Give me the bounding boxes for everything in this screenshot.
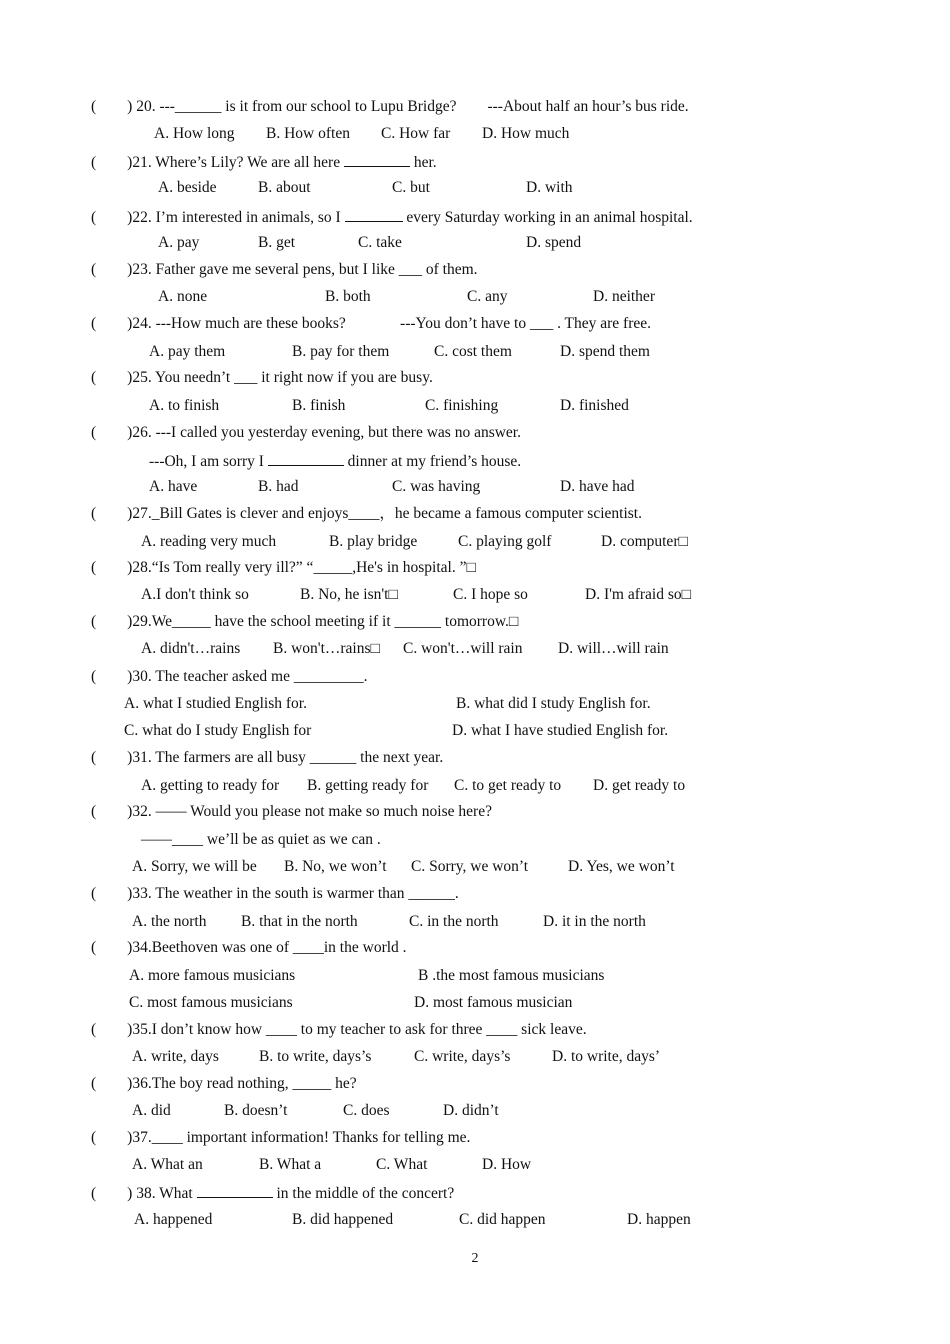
q31-option-d: D. get ready to [593,777,686,794]
q23-option-a: A. none [158,288,208,305]
q37-option-c: C. What [376,1156,428,1173]
q28-stem: ( )28.“Is Tom really very ill?” “_____,He's in hospital. ”□ [91,559,476,576]
q26-blank [268,451,344,466]
q21-option-d: D. with [526,179,573,196]
q29-option-c: C. won't…will rain [403,640,523,657]
q38-blank [197,1183,273,1198]
q20-stem: ( ) 20. ---______ is it from our school to Lupu Bridge? ---About half an hour’s bus ride. [91,98,689,115]
q25-option-d: D. finished [560,397,629,414]
q21-stem-pre: ( )21. Where’s Lily? We are all here [91,154,344,171]
q27-option-c: C. playing golf [458,533,552,550]
q34-option-d: D. most famous musician [414,994,573,1011]
q25-stem: ( )25. You needn’t ___ it right now if you are busy. [91,369,433,386]
q22-option-c: C. take [358,234,402,251]
q31-option-c: C. to get ready to [454,777,562,794]
q28-option-b: B. No, he isn't□ [300,586,398,603]
q20-option-b: B. How often [266,125,350,142]
q26-response [149,451,521,469]
q37-option-a: A. What an [132,1156,203,1173]
q36-option-c: C. does [343,1102,390,1119]
q38-stem-pre: ( ) 38. What [91,1185,197,1202]
q35-stem: ( )35.I don’t know how ____ to my teacher to ask for three ____ sick leave. [91,1021,587,1038]
q21-option-c: C. but [392,179,430,196]
q37-option-b: B. What a [259,1156,322,1173]
q22-option-d: D. spend [526,234,582,251]
q27-stem: ( )27._Bill Gates is clever and enjoys____，he became a famous computer scientist. [91,505,642,522]
q29-stem: ( )29.We_____ have the school meeting if it ______ tomorrow.□ [91,613,519,630]
q30-option-c: C. what do I study English for [124,722,312,739]
q25-option-b: B. finish [292,397,346,414]
q20-option-a: A. How long [154,125,235,142]
q29-option-a: A. didn't…rains [141,640,241,657]
q22-stem-pre: ( )22. I’m interested in animals, so I [91,209,345,226]
q24-stem: ( )24. ---How much are these books? ---You don’t have to ___ . They are free. [91,315,652,332]
q27-option-d: D. computer□ [601,533,688,550]
q38-option-d: D. happen [627,1211,691,1228]
q34-option-b: B .the most famous musicians [418,967,605,984]
q28-option-a: A.I don't think so [141,586,249,603]
q38-stem-post: in the middle of the concert? [272,1185,455,1202]
q34-option-c: C. most famous musicians [129,994,293,1011]
q36-option-b: B. doesn’t [224,1102,288,1119]
q35-option-b: B. to write, days’s [259,1048,372,1065]
q30-option-d: D. what I have studied English for. [452,722,669,739]
q26-option-a: A. have [149,478,198,495]
q23-option-b: B. both [325,288,371,305]
q33-option-c: C. in the north [409,913,499,930]
q23-option-d: D. neither [593,288,655,305]
q29-option-b: B. won't…rains□ [273,640,380,657]
q21-option-a: A. beside [158,179,217,196]
q22-option-a: A. pay [158,234,200,251]
q36-stem: ( )36.The boy read nothing, _____ he? [91,1075,357,1092]
q22-stem [91,207,693,225]
q25-option-a: A. to finish [149,397,220,414]
q26-option-b: B. had [258,478,299,495]
q31-option-a: A. getting to ready for [141,777,280,794]
q35-option-c: C. write, days’s [414,1048,511,1065]
q21-blank [344,152,410,167]
q30-option-a: A. what I studied English for. [124,695,307,712]
q20-option-d: D. How much [482,125,570,142]
q32-stem: ( )32. —— Would you please not make so much noise here? [91,803,492,820]
q38-option-b: B. did happened [292,1211,394,1228]
q23-stem: ( )23. Father gave me several pens, but I like ___ of them. [91,261,478,278]
q34-option-a: A. more famous musicians [129,967,296,984]
q22-stem-post: every Saturday working in an animal hospital. [402,209,693,226]
q23-option-c: C. any [467,288,508,305]
q31-option-b: B. getting ready for [307,777,429,794]
q32-option-d: D. Yes, we won’t [568,858,675,875]
q26-response-post: dinner at my friend’s house. [343,453,522,470]
q24-option-c: C. cost them [434,343,512,360]
q29-option-d: D. will…will rain [558,640,669,657]
q30-stem: ( )30. The teacher asked me _________. [91,668,368,685]
q26-stem: ( )26. ---I called you yesterday evening, but there was no answer. [91,424,521,441]
q33-stem: ( )33. The weather in the south is warmer than ______. [91,885,459,902]
q34-stem: ( )34.Beethoven was one of ____in the world . [91,939,407,956]
q27-option-a: A. reading very much [141,533,277,550]
q30-option-b: B. what did I study English for. [456,695,651,712]
q33-option-a: A. the north [132,913,207,930]
q35-option-a: A. write, days [132,1048,219,1065]
q20-option-c: C. How far [381,125,451,142]
q37-option-d: D. How [482,1156,532,1173]
q28-option-d: D. I'm afraid so□ [585,586,691,603]
q22-blank [345,207,403,222]
q26-option-d: D. have had [560,478,635,495]
q25-option-c: C. finishing [425,397,499,414]
q21-stem [91,152,437,170]
q36-option-d: D. didn’t [443,1102,499,1119]
q32-option-a: A. Sorry, we will be [132,858,257,875]
q38-stem [91,1183,454,1201]
q32-response: ——____ we’ll be as quiet as we can . [141,831,381,848]
q28-option-c: C. I hope so [453,586,528,603]
q35-option-d: D. to write, days’ [552,1048,661,1065]
q36-option-a: A. did [132,1102,171,1119]
q22-option-b: B. get [258,234,296,251]
q21-option-b: B. about [258,179,311,196]
page-number: 2 [471,1251,479,1266]
q26-response-pre: ---Oh, I am sorry I [149,453,268,470]
q38-option-a: A. happened [134,1211,213,1228]
q33-option-d: D. it in the north [543,913,646,930]
q37-stem: ( )37.____ important information! Thanks for telling me. [91,1129,471,1146]
q33-option-b: B. that in the north [241,913,358,930]
q32-option-c: C. Sorry, we won’t [411,858,529,875]
q27-option-b: B. play bridge [329,533,418,550]
q38-option-c: C. did happen [459,1211,546,1228]
q24-option-b: B. pay for them [292,343,390,360]
q24-option-d: D. spend them [560,343,650,360]
q24-option-a: A. pay them [149,343,226,360]
q26-option-c: C. was having [392,478,481,495]
q32-option-b: B. No, we won’t [284,858,387,875]
q31-stem: ( )31. The farmers are all busy ______ the next year. [91,749,444,766]
q21-stem-post: her. [409,154,437,171]
